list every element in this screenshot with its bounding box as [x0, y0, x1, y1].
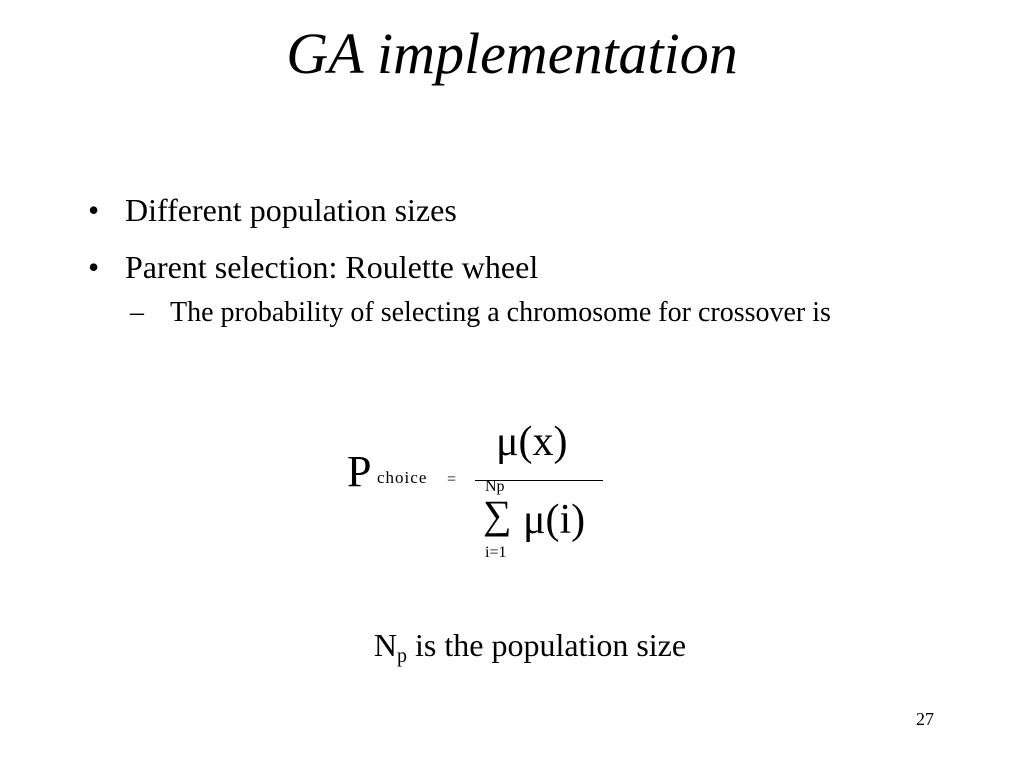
- sub-bullet-probability: [130, 296, 944, 329]
- sum-upper-limit: Np: [485, 478, 505, 495]
- bullet-list: [84, 190, 944, 329]
- bullet-text: Parent selection: Roulette wheel: [125, 249, 539, 285]
- note-text: is the population size: [407, 627, 687, 663]
- formula-numerator: μ(x): [496, 419, 568, 465]
- page-number: 27: [916, 709, 934, 729]
- bullet-item-population-sizes: [84, 190, 944, 230]
- formula-denominator: μ(i): [523, 497, 586, 543]
- sub-bullet-marker: –: [130, 297, 144, 328]
- slide-title: GA implementation: [286, 21, 738, 86]
- selection-probability-formula: [340, 415, 640, 575]
- sum-symbol: ∑: [483, 492, 512, 537]
- formula-lhs-subscript: choice: [377, 468, 428, 487]
- population-size-note: [0, 625, 1024, 676]
- sub-bullet-text: The probability of selecting a chromosome for crossover is: [170, 297, 831, 328]
- bullet-marker: •: [88, 192, 100, 228]
- bullet-item-parent-selection: [84, 247, 944, 287]
- bullet-marker: •: [88, 249, 100, 285]
- bullet-text: Different population sizes: [125, 192, 457, 228]
- formula-lhs: P: [347, 447, 372, 496]
- sum-lower-limit: i=1: [485, 544, 507, 561]
- note-subscript: p: [397, 645, 408, 667]
- formula-equals: =: [447, 471, 457, 488]
- note-symbol: N: [373, 627, 398, 663]
